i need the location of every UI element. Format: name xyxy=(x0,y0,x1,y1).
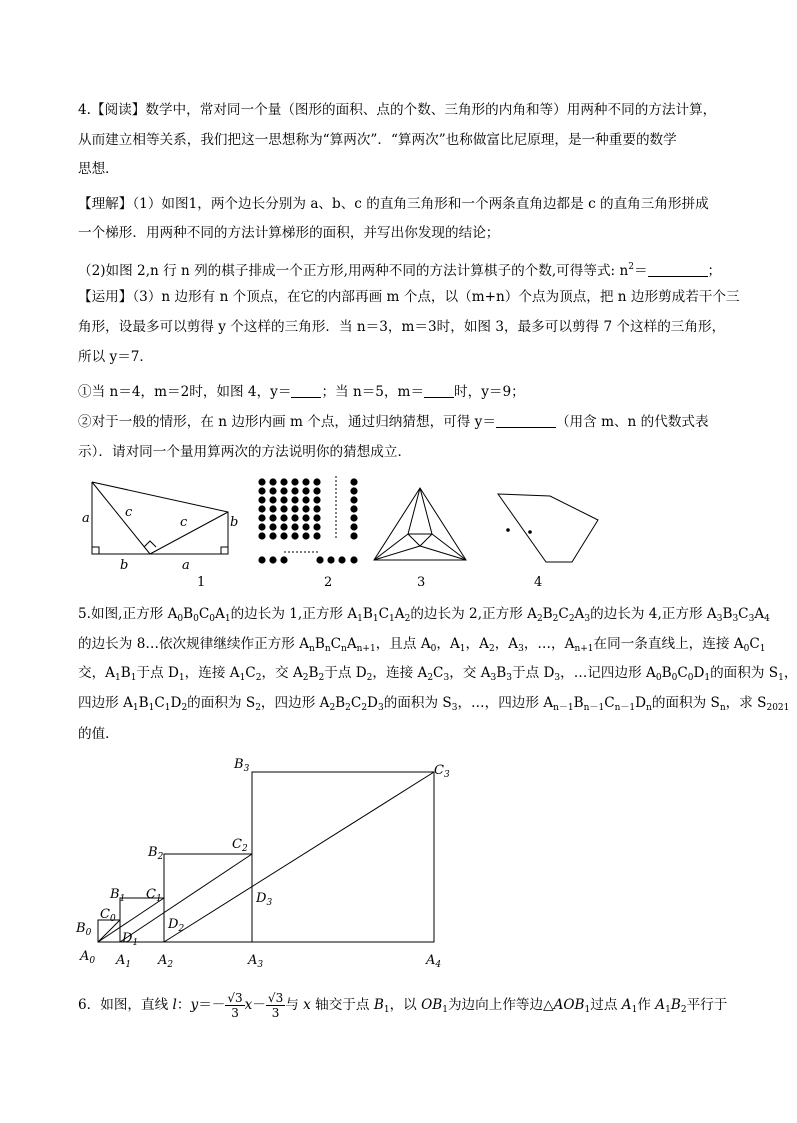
figure-3-triangle xyxy=(374,488,466,560)
fig1-label-c2: c xyxy=(180,515,188,530)
chess-piece xyxy=(350,478,357,485)
fig1-label-a: a xyxy=(82,511,90,526)
label-A4: $A_4$ xyxy=(426,953,442,970)
fig1-label-b: b xyxy=(230,515,239,530)
chess-piece xyxy=(313,505,320,512)
chess-piece xyxy=(269,514,276,521)
chess-piece xyxy=(313,496,320,503)
chess-piece xyxy=(258,478,265,485)
label-B3: $B_3$ xyxy=(234,757,250,774)
q4-figures xyxy=(78,474,718,574)
chess-piece xyxy=(350,514,357,521)
figure-2-label: 2 xyxy=(324,575,333,590)
chess-piece xyxy=(302,505,309,512)
q4-line-8: 角形，设最多可以剪得 y 个这样的三角形．当 n＝3，m＝3时，如图 3，最多可以剪得 7 个这样的三角形， xyxy=(78,319,726,335)
chess-piece xyxy=(269,556,276,563)
chess-piece xyxy=(280,532,287,539)
label-A3: $A_3$ xyxy=(248,953,264,970)
chess-piece xyxy=(350,556,357,563)
chess-piece xyxy=(338,556,345,563)
q5-line-5: 的值． xyxy=(78,726,119,742)
fig1-label-a-bottom: a xyxy=(182,558,190,573)
chess-piece xyxy=(291,532,298,539)
figure-2-dot-grid xyxy=(258,478,357,563)
chess-piece xyxy=(313,487,320,494)
chess-piece xyxy=(350,505,357,512)
label-B0: $B_0$ xyxy=(76,921,92,938)
q4-line-11: ②对于一般的情形，在 n 边形内画 m 个点，通过归纳猜想，可得 y＝ （用含 m、n 的代数式表 xyxy=(78,414,709,430)
q4-line-9: 所以 y＝7． xyxy=(78,349,154,365)
chess-piece xyxy=(350,523,357,530)
chess-piece xyxy=(258,487,265,494)
label-D1: $D_1$ xyxy=(122,931,139,948)
label-C3: $C_3$ xyxy=(434,763,450,780)
label-B2: $B_2$ xyxy=(148,845,164,862)
chess-piece xyxy=(302,532,309,539)
label-D3: $D_3$ xyxy=(256,891,273,908)
chess-piece xyxy=(280,514,287,521)
figure-4-label: 4 xyxy=(534,575,543,590)
q4-line-6: （2)如图 2,n 行 n 列的棋子排成一个正方形,用两种不同的方法计算棋子的个数,可得等式: $n^2=$ ； xyxy=(78,262,722,279)
chess-piece xyxy=(258,505,265,512)
chess-piece xyxy=(269,532,276,539)
q5-line-2: 的边长为 8…依次规律继续作正方形 $A_nB_nC_nA_{n+1}$，且点 $A_0$，$A_1$，$A_2$，$A_3$，…，$A_{n+1}$在同一条直线上，连接 $A_0C_1$ xyxy=(78,636,766,654)
chess-piece xyxy=(258,514,265,521)
q4-line-10: ①当 n＝4，m＝2时，如图 4，y＝ ；当 n＝5，m＝ 时，y＝9； xyxy=(78,384,525,400)
q5-line-1: 5.如图,正方形 $A_0B_0C_0A_1$的边长为 1,正方形 $A_1B_1C_1A_2$的边长为 2,正方形 $A_2B_2C_2A_3$的边长为 4,正方形 $A_3B_3C_3A_4$ xyxy=(78,606,770,624)
label-A0: $A_0$ xyxy=(80,949,96,966)
fig4-point-2 xyxy=(528,530,532,534)
figure-3-label: 3 xyxy=(417,575,426,590)
label-B1: $B_1$ xyxy=(110,887,126,904)
fig1-label-b-bottom: b xyxy=(120,558,129,573)
chess-piece xyxy=(258,496,265,503)
chess-piece xyxy=(350,487,357,494)
chess-piece xyxy=(280,496,287,503)
chess-piece xyxy=(302,496,309,503)
figure-4-quadrilateral xyxy=(498,494,598,562)
chess-piece xyxy=(350,496,357,503)
chess-piece xyxy=(269,505,276,512)
label-C0: $C_0$ xyxy=(100,907,116,924)
chess-piece xyxy=(291,487,298,494)
chess-piece xyxy=(280,478,287,485)
q4-line-1: 4.【阅读】数学中，常对同一个量（图形的面积、点的个数、三角形的内角和等）用两种不同的方法计算， xyxy=(78,102,717,118)
chess-piece xyxy=(291,496,298,503)
chess-piece xyxy=(313,514,320,521)
chess-piece xyxy=(327,556,334,563)
chess-piece xyxy=(269,523,276,530)
q4-line-4: 【理解】（1）如图1，两个边长分别为 a、b、c 的直角三角形和一个两条直角边都是 c 的直角三角形拼成 xyxy=(78,196,709,212)
chess-piece xyxy=(258,523,265,530)
chess-piece xyxy=(313,523,320,530)
chess-piece xyxy=(302,523,309,530)
chess-piece xyxy=(258,556,265,563)
chess-piece xyxy=(302,478,309,485)
label-A1: $A_1$ xyxy=(116,953,132,970)
chess-piece xyxy=(291,505,298,512)
q4-line-12: 示）．请对同一个量用算两次的方法说明你的猜想成立． xyxy=(78,444,412,460)
q5-line-4: 四边形 $A_1B_1C_1D_2$的面积为 $S_2$，四边形 $A_2B_2C_2D_3$的面积为 $S_3$，…，四边形 $A_{n-1}B_{n-1}C_{n-1}D_n$的面积为 $S_n$，求 $S_{2021}$ xyxy=(78,695,790,713)
figure-1-trapezoid xyxy=(92,482,228,554)
q4-line-5: 一个梯形．用两种不同的方法计算梯形的面积，并写出你发现的结论； xyxy=(78,225,500,241)
q4-line-7: 【运用】（3）n 边形有 n 个顶点，在它的内部再画 m 个点，以（m+n）个点为顶点，把 n 边形剪成若干个三 xyxy=(78,289,740,305)
chess-piece xyxy=(302,514,309,521)
label-A2: $A_2$ xyxy=(158,953,174,970)
chess-piece xyxy=(280,505,287,512)
chess-piece xyxy=(291,478,298,485)
label-C1: $C_1$ xyxy=(146,887,162,904)
chess-piece xyxy=(258,532,265,539)
chess-piece xyxy=(291,523,298,530)
chess-piece xyxy=(280,556,287,563)
chess-piece xyxy=(313,478,320,485)
label-D2: $D_2$ xyxy=(168,917,185,934)
chess-piece xyxy=(316,556,323,563)
chess-piece xyxy=(291,514,298,521)
fig4-point-1 xyxy=(506,528,510,532)
chess-piece xyxy=(269,496,276,503)
label-C2: $C_2$ xyxy=(232,837,248,854)
chess-piece xyxy=(280,523,287,530)
chess-piece xyxy=(269,478,276,485)
figure-1-label: 1 xyxy=(197,575,206,590)
chess-piece xyxy=(280,487,287,494)
q5-figure xyxy=(70,752,470,974)
q6-line-1: 6．如图，直线 l：y＝－ $\frac{√3}{3}$ x－ $\frac{√3}{3}$ 与 x 轴交于点 $B_1$，以 $OB_1$为边向上作等边$\triangle AOB_1$过点 $A_1$作 $A_1B_2$平行于 xyxy=(78,991,728,1020)
chess-piece xyxy=(350,532,357,539)
chess-piece xyxy=(313,532,320,539)
chess-piece xyxy=(302,487,309,494)
q5-line-3: 交，$A_1B_1$于点 $D_1$，连接 $A_1C_2$，交 $A_2B_2$于点 $D_2$，连接 $A_2C_3$，交 $A_3B_3$于点 $D_3$，…记四边形 $A_0B_0C_0D_1$的面积为 $S_1$， xyxy=(78,665,797,683)
chess-piece xyxy=(269,487,276,494)
fig1-label-c1: c xyxy=(125,505,133,520)
q4-line-3: 思想． xyxy=(78,161,119,177)
q4-line-2: 从而建立相等关系，我们把这一思想称为“算两次”．“算两次”也称做富比尼原理，是一种重要的数学 xyxy=(78,132,677,148)
